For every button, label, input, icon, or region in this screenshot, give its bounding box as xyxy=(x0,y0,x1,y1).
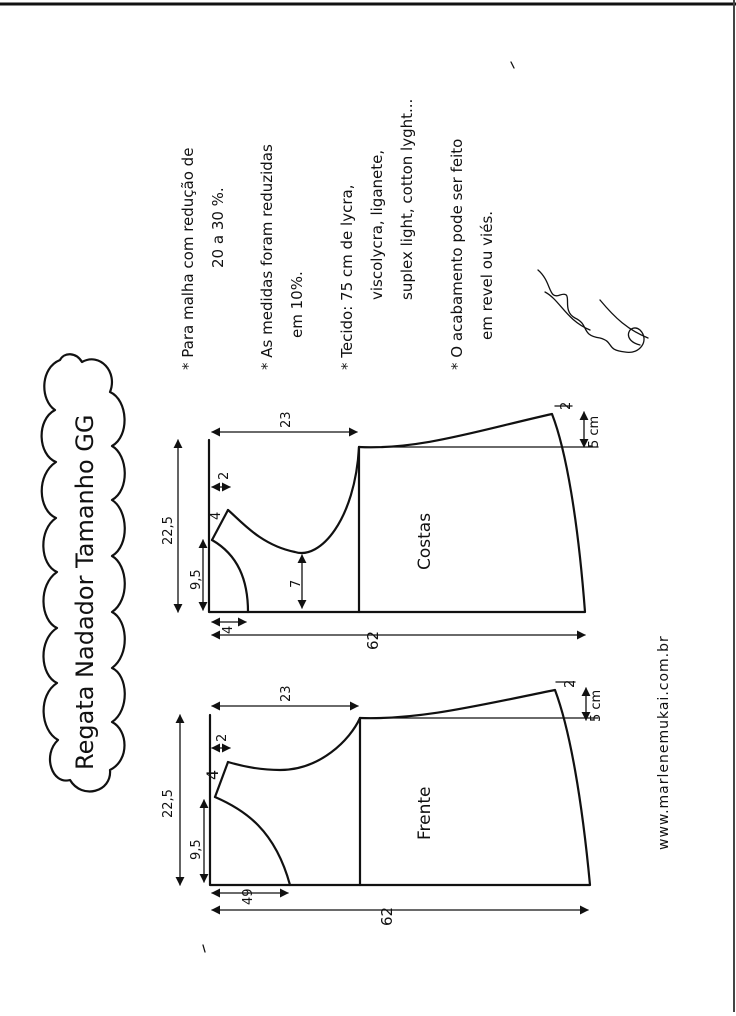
costas-top-width-label: 23 xyxy=(279,411,294,428)
note-3-line-3: suplex light, cotton lyght... xyxy=(398,98,416,300)
costas-length-label: 62 xyxy=(364,630,382,650)
frente-label: Frente xyxy=(415,786,435,840)
note-1-line-2: 20 a 30 %. xyxy=(209,187,227,268)
stray-mark xyxy=(511,62,514,68)
note-3-line-1: * Tecido: 75 cm de lycra, xyxy=(338,184,356,370)
frente-hem-rise-label: 5 cm xyxy=(589,689,604,722)
frente-shoulder-drop-label: 2 xyxy=(215,733,230,742)
frente-length-label: 62 xyxy=(378,906,396,926)
costas-label: Costas xyxy=(415,512,435,570)
costas-neck-width-label: 4 xyxy=(221,625,236,634)
costas-hem-side-label: 2 xyxy=(559,401,574,410)
costas-shoulder-drop-label: 2 xyxy=(217,471,232,480)
frente-hem-side-label: 2 xyxy=(563,679,578,688)
frente-armhole-curve xyxy=(228,718,360,770)
note-1-line-1: * Para malha com redução de xyxy=(179,147,197,370)
note-2-line-1: * As medidas foram reduzidas xyxy=(258,144,276,370)
costas-neck-depth-label: 9,5 xyxy=(189,569,204,590)
costas-shoulder-width-label: 4 xyxy=(209,511,224,520)
stray-mark xyxy=(203,945,205,952)
frente-shoulder-width-label: 4 xyxy=(203,769,222,780)
title-text: Regata Nadador Tamanho GG xyxy=(71,414,99,770)
costas-armhole-depth-label: 22,5 xyxy=(161,516,176,545)
costas-armhole-inset-label: 7 xyxy=(289,579,304,588)
costas-neck-curve xyxy=(212,540,248,612)
costas-armhole-curve xyxy=(228,447,359,553)
note-4-line-2: em revel ou viés. xyxy=(478,210,496,340)
frente-piece xyxy=(161,680,604,926)
costas-piece xyxy=(161,402,602,650)
note-3-line-2: viscolycra, liganete, xyxy=(368,149,386,300)
frente-outline xyxy=(210,690,590,885)
frente-armhole-depth-label: 22,5 xyxy=(161,789,176,818)
frente-neck-depth-label: 9,5 xyxy=(189,839,204,860)
frente-neck-curve xyxy=(215,797,290,885)
website-text: www.marlenemukai.com.br xyxy=(656,635,672,850)
signature-scribble xyxy=(538,270,648,352)
note-2-line-2: em 10%. xyxy=(288,271,306,338)
costas-hem-rise-label: 5 cm xyxy=(587,415,602,448)
title-cloud xyxy=(42,354,125,791)
note-4-line-1: * O acabamento pode ser feito xyxy=(448,138,466,370)
frente-top-width-label: 23 xyxy=(279,685,294,702)
frente-neck-width-label: 49 xyxy=(241,888,256,905)
notes-block xyxy=(179,99,496,370)
costas-outline xyxy=(209,414,585,612)
